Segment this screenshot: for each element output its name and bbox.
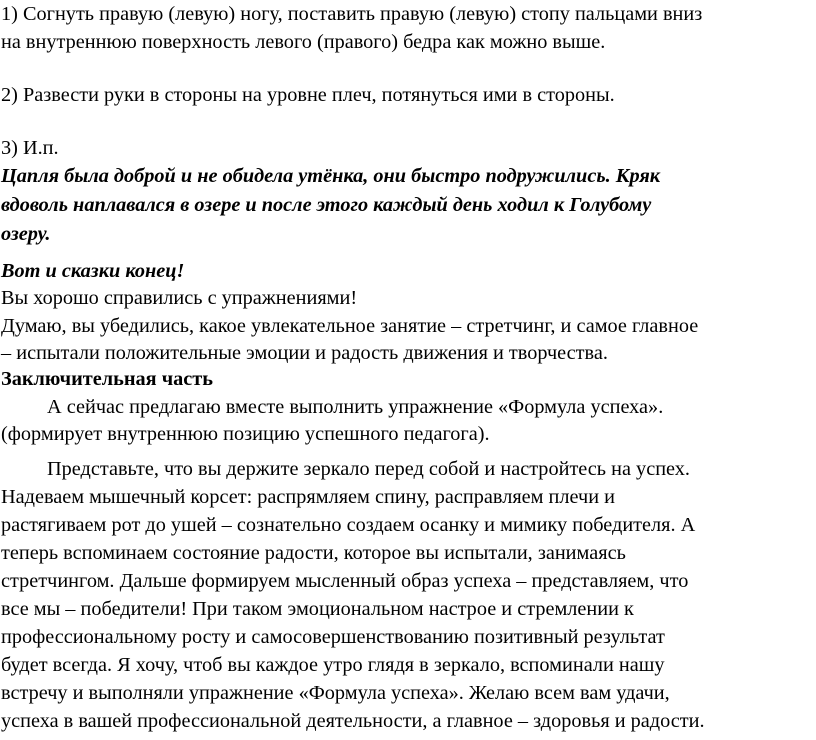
mirror-line-8: будет всегда. Я хочу, чтоб вы каждое утро глядя в зеркало, вспоминали нашу — [1, 654, 665, 676]
story-line-3: озеру. — [1, 223, 51, 245]
step1-line-1: 1) Согнуть правую (левую) ногу, поставить правую (левую) стопу пальцами вниз — [1, 3, 703, 25]
story-line-1: Цапля была доброй и не обидела утёнка, они быстро подружились. Кряк — [1, 165, 661, 187]
exercise-intro-line-1: А сейчас предлагаю вместе выполнить упражнение «Формула успеха». — [47, 396, 664, 418]
story-end: Вот и сказки конец! — [1, 260, 185, 282]
mirror-line-2: Надеваем мышечный корсет: распрямляем спину, расправляем плечи и — [1, 486, 616, 508]
mirror-line-5: стретчингом. Дальше формируем мысленный образ успеха – представляем, что — [1, 570, 689, 592]
mirror-line-10: успеха в вашей профессиональной деятельности, а главное – здоровья и радости. — [1, 710, 705, 732]
praise-text: Вы хорошо справились с упражнениями! — [1, 287, 358, 309]
exercise-intro-line-2: (формирует внутреннюю позицию успешного педагога). — [1, 423, 490, 445]
mirror-line-6: все мы – победители! При таком эмоциональном настрое и стремлении к — [1, 598, 634, 620]
mirror-line-4: теперь вспоминаем состояние радости, которое вы испытали, занимаясь — [1, 542, 626, 564]
mirror-line-3: растягиваем рот до ушей – сознательно создаем осанку и мимику победителя. А — [1, 514, 696, 536]
mirror-line-7: профессиональному росту и самосовершенствованию позитивный результат — [1, 626, 665, 648]
reflection-line-2: – испытали положительные эмоции и радость движения и творчества. — [1, 342, 608, 364]
mirror-line-9: встречу и выполняли упражнение «Формула успеха». Желаю всем вам удачи, — [1, 682, 670, 704]
step1-line-2: на внутреннюю поверхность левого (правого) бедра как можно выше. — [1, 31, 606, 53]
mirror-line-1: Представьте, что вы держите зеркало перед собой и настройтесь на успех. — [47, 458, 690, 480]
step2-text: 2) Развести руки в стороны на уровне плеч, потянуться ими в стороны. — [1, 84, 615, 106]
step3-text: 3) И.п. — [1, 137, 59, 159]
reflection-line-1: Думаю, вы убедились, какое увлекательное занятие – стретчинг, и самое главное — [1, 315, 699, 337]
document-page — [1, 0, 813, 740]
story-line-2: вдоволь наплавался в озере и после этого каждый день ходил к Голубому — [1, 194, 652, 216]
final-part-heading: Заключительная часть — [1, 368, 213, 390]
